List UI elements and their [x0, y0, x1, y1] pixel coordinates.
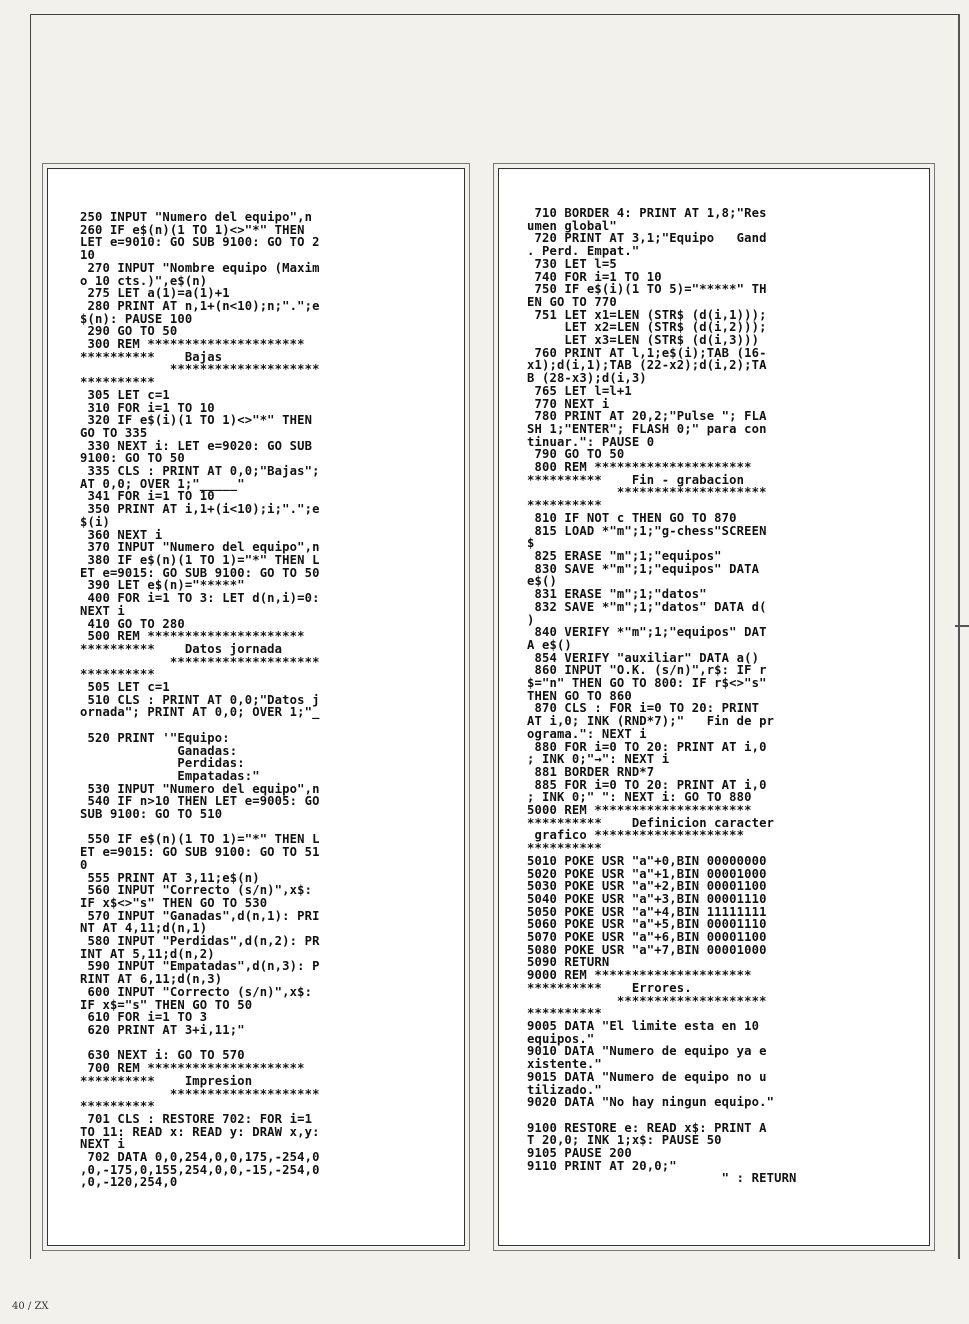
page-footer: 40 / ZX: [12, 1301, 49, 1312]
listing-panel-right: [498, 168, 930, 1246]
page-margin-rule: [958, 14, 960, 1259]
basic-listing-left: 250 INPUT "Numero del equipo",n 260 IF e$(n)(1 TO 1)<>"*" THEN LET e=9010: GO SUB 9100: GO TO 2 10 270 INPUT "Nombre equipo (Maxim o 10 cts.)",e$(n) 275 LET a(1)=a(1)+1 280 PRINT AT n,1+(n<10);n;".";e $(n): PAUSE 100 290 GO TO 50 300 REM ********************* ********** Bajas ******************** ********** 305 LET c=1 310 FOR i=1 TO 10 320 IF e$(i)(1 TO 1)<>"*" THEN GO TO 335 330 NEXT i: LET e=9020: GO SUB 9100: GO TO 50 335 CLS : PRINT AT 0,0;"Bajas"; AT 0,0; OVER 1;"_____" 341 FOR i=1 TO 10 350 PRINT AT i,1+(i<10);i;".";e $(i) 360 NEXT i 370 INPUT "Numero del equipo",n 380 IF e$(n)(1 TO 1)="*" THEN L ET e=9015: GO SUB 9100: GO TO 50 390 LET e$(n)="*****" 400 FOR i=1 TO 3: LET d(n,i)=0: NEXT i 410 GO TO 280 500 REM ********************* ********** Datos jornada ******************** ********** 505 LET c=1 510 CLS : PRINT AT 0,0;"Datos j ornada"; PRINT AT 0,0; OVER 1;"_ 520 PRINT '"Equipo: Ganadas: Perdidas: Empatadas:" 530 INPUT "Numero del equipo",n 540 IF n>10 THEN LET e=9005: GO SUB 9100: GO TO 510 550 IF e$(n)(1 TO 1)="*" THEN L ET e=9015: GO SUB 9100: GO TO 51 0 555 PRINT AT 3,11;e$(n) 560 INPUT "Correcto (s/n)",x$: IF x$<>"s" THEN GO TO 530 570 INPUT "Ganadas",d(n,1): PRI NT AT 4,11;d(n,1) 580 INPUT "Perdidas",d(n,2): PR INT AT 5,11;d(n,2) 590 INPUT "Empatadas",d(n,3): P RINT AT 6,11;d(n,3) 600 INPUT "Correcto (s/n)",x$: IF x$="s" THEN GO TO 50 610 FOR i=1 TO 3 620 PRINT AT 3+i,11;" 630 NEXT i: GO TO 570 700 REM ********************* ********** Impresion ******************** ********** 701 CLS : RESTORE 702: FOR i=1 TO 11: READ x: READ y: DRAW x,y: NEXT i 702 DATA 0,0,254,0,0,175,-254,0 ,0,-175,0,155,254,0,0,-15,-254,0 ,0,-120,254,0: [80, 210, 320, 1190]
margin-tick: [955, 625, 969, 627]
listing-panel-left: [47, 168, 465, 1246]
basic-listing-right: 710 BORDER 4: PRINT AT 1,8;"Res umen global" 720 PRINT AT 3,1;"Equipo Gand . Perd. Empat." 730 LET l=5 740 FOR i=1 TO 10 750 IF e$(i)(1 TO 5)="*****" TH EN GO TO 770 751 LET x1=LEN (STR$ (d(i,1))); LET x2=LEN (STR$ (d(i,2))); LET x3=LEN (STR$ (d(i,3))) 760 PRINT AT l,1;e$(i);TAB (16- x1);d(i,1);TAB (22-x2);d(i,2);TA B (28-x3);d(i,3) 765 LET l=l+1 770 NEXT i 780 PRINT AT 20,2;"Pulse "; FLA SH 1;"ENTER"; FLASH 0;" para con tinuar.": PAUSE 0 790 GO TO 50 800 REM ********************* ********** Fin - grabacion ******************** ********** 810 IF NOT c THEN GO TO 870 815 LOAD *"m";1;"g-chess"SCREEN $ 825 ERASE "m";1;"equipos" 830 SAVE *"m";1;"equipos" DATA e$() 831 ERASE "m";1;"datos" 832 SAVE *"m";1;"datos" DATA d( ) 840 VERIFY *"m";1;"equipos" DAT A e$() 854 VERIFY "auxiliar" DATA a() 860 INPUT "O.K. (s/n)",r$: IF r $="n" THEN GO TO 800: IF r$<>"s" THEN GO TO 860 870 CLS : FOR i=0 TO 20: PRINT AT i,0; INK (RND*7);" Fin de pr ograma.": NEXT i 880 FOR i=0 TO 20: PRINT AT i,0 ; INK 0;"→": NEXT i 881 BORDER RND*7 885 FOR i=0 TO 20: PRINT AT i,0 ; INK 0;" ": NEXT i: GO TO 880 5000 REM ********************* ********** Definicion caracter grafico ******************** ********** 5010 POKE USR "a"+0,BIN 00000000 5020 POKE USR "a"+1,BIN 00001000 5030 POKE USR "a"+2,BIN 00001100 5040 POKE USR "a"+3,BIN 00001110 5050 POKE USR "a"+4,BIN 11111111 5060 POKE USR "a"+5,BIN 00001110 5070 POKE USR "a"+6,BIN 00001100 5080 POKE USR "a"+7,BIN 00001000 5090 RETURN 9000 REM ********************* ********** Errores. ******************** ********** 9005 DATA "El limite esta en 10 equipos." 9010 DATA "Numero de equipo ya e xistente." 9015 DATA "Numero de equipo no u tilizado." 9020 DATA "No hay ningun equipo." 9100 RESTORE e: READ x$: PRINT A T 20,0; INK 1;x$: PAUSE 50 9105 PAUSE 200 9110 PRINT AT 20,0;" " : RETURN: [527, 206, 797, 1186]
